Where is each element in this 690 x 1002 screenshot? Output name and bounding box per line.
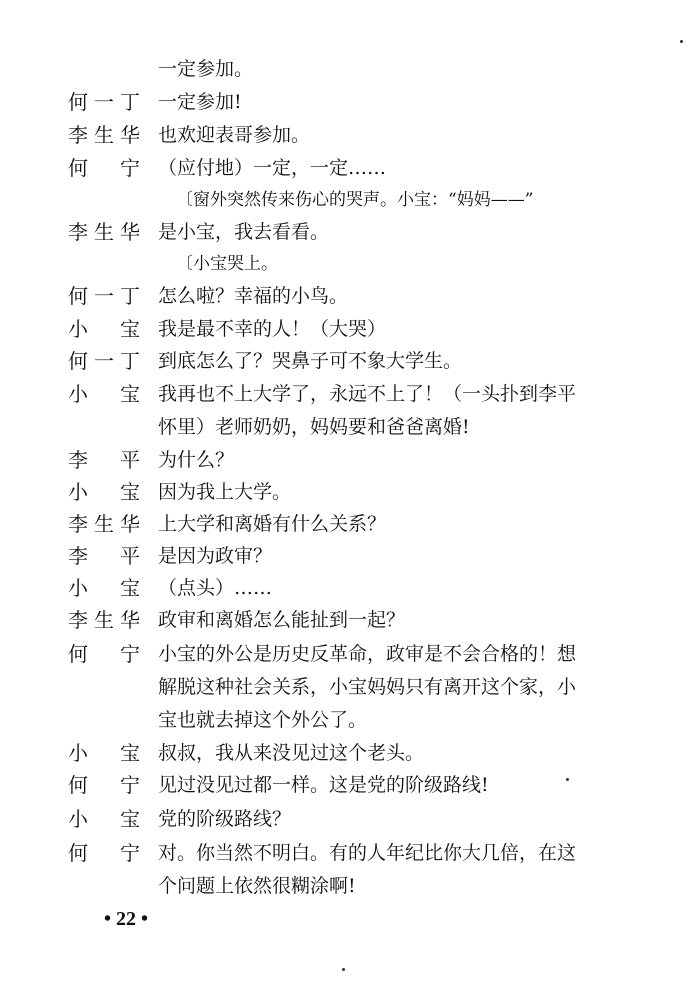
line-text: 政审和离婚怎么能扯到一起？	[158, 609, 406, 631]
line-text: 是因为政审？	[158, 545, 273, 567]
dialogue-line	[0, 475, 690, 509]
dialogue-line	[0, 736, 690, 770]
speaker-name: 何一丁	[68, 90, 140, 114]
speaker-name: 李生华	[68, 608, 140, 632]
speaker-name: 小 宝	[68, 382, 140, 406]
line-text: 一定参加!	[158, 91, 242, 113]
speaker-name: 何 宁	[68, 156, 140, 180]
line-text: 小宝的外公是历史反革命，政审是不会合格的！想	[158, 643, 577, 665]
dialogue-line	[0, 410, 690, 444]
speaker-name: 李 平	[68, 448, 140, 472]
dialogue-line	[0, 703, 690, 737]
line-text: 到底怎么了？哭鼻子可不象大学生。	[158, 350, 463, 372]
line-text: 一定参加。	[158, 58, 254, 80]
line-text: 见过没见过都一样。这是党的阶级路线!	[158, 774, 489, 796]
stage-direction	[0, 183, 690, 217]
dialogue-line	[0, 836, 690, 870]
dialogue-line	[0, 802, 690, 836]
page-number: • 22 •	[104, 908, 149, 930]
dialogue-line	[0, 869, 690, 903]
speaker-name: 小 宝	[68, 480, 140, 504]
dialogue-line	[0, 377, 690, 411]
line-text: 个问题上依然很糊涂啊!	[158, 875, 356, 897]
dialogue-line	[0, 571, 690, 605]
line-text: （应付地）一定，一定……	[158, 157, 387, 179]
speaker-name: 何 宁	[68, 841, 140, 865]
line-text: 对。你当然不明白。有的人年纪比你大几倍，在这	[158, 842, 577, 864]
speaker-name: 何一丁	[68, 349, 140, 373]
line-text: 怀里）老师奶奶，妈妈要和爸爸离婚!	[158, 416, 470, 438]
speaker-name: 何一丁	[68, 284, 140, 308]
dialogue-line	[0, 768, 690, 802]
dialogue-line	[0, 443, 690, 477]
speaker-name: 小 宝	[68, 576, 140, 600]
line-text: 叔叔，我从来没见过这个老头。	[158, 742, 425, 764]
speaker-name: 小 宝	[68, 741, 140, 765]
dialogue-line	[0, 118, 690, 152]
speaker-name: 李生华	[68, 220, 140, 244]
line-text: 宝也就去掉这个外公了。	[158, 709, 368, 731]
dialogue-line	[0, 215, 690, 249]
line-text: 党的阶级路线？	[158, 808, 292, 830]
dialogue-line	[0, 507, 690, 541]
scan-speck	[680, 40, 683, 43]
line-text: （点头）……	[158, 577, 273, 599]
stage-text: 〔窗外突然传来伤心的哭声。小宝：“妈妈——”	[176, 190, 534, 210]
speaker-name: 李生华	[68, 512, 140, 536]
dialogue-line	[0, 52, 690, 86]
stage-text: 〔小宝哭上。	[176, 254, 278, 274]
speaker-name: 何 宁	[68, 773, 140, 797]
dialogue-line	[0, 344, 690, 378]
scan-speck	[566, 778, 569, 781]
line-text: 是小宝，我去看看。	[158, 221, 330, 243]
line-text: 解脱这种社会关系，小宝妈妈只有离开这个家，小	[158, 676, 577, 698]
stage-direction	[0, 247, 690, 281]
dialogue-line	[0, 603, 690, 637]
dialogue-line	[0, 539, 690, 573]
line-text: 上大学和离婚有什么关系？	[158, 513, 387, 535]
line-text: 我是最不幸的人！（大哭）	[158, 318, 387, 340]
dialogue-line	[0, 637, 690, 671]
line-text: 也欢迎表哥参加。	[158, 124, 311, 146]
speaker-name: 小 宝	[68, 807, 140, 831]
dialogue-line	[0, 151, 690, 185]
speaker-name: 李生华	[68, 123, 140, 147]
line-text: 为什么？	[158, 449, 235, 471]
line-text: 怎么啦？幸福的小鸟。	[158, 285, 349, 307]
line-text: 因为我上大学。	[158, 481, 292, 503]
dialogue-line	[0, 279, 690, 313]
speaker-name: 何 宁	[68, 642, 140, 666]
speaker-name: 李 平	[68, 544, 140, 568]
dialogue-line	[0, 670, 690, 704]
dialogue-line	[0, 312, 690, 346]
scan-speck	[342, 968, 345, 971]
speaker-name: 小 宝	[68, 317, 140, 341]
dialogue-line	[0, 85, 690, 119]
line-text: 我再也不上大学了，永远不上了！（一头扑到李平	[158, 383, 577, 405]
